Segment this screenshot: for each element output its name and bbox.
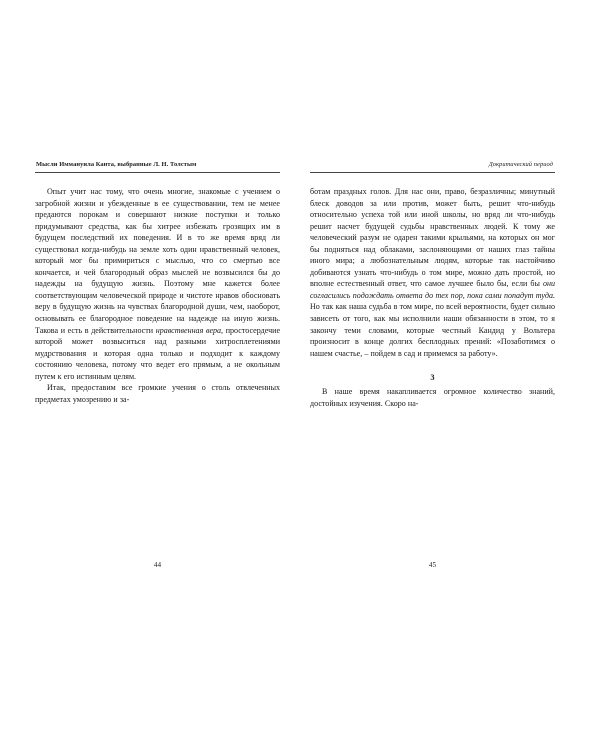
body-text: простосердечие которой может возвыситься над разными хитросплетениями мудрствования и которая одна только и подходит к каждому состоянию человека, потому что ведет его прямым, а не окольным путем к его истинным целям.	[35, 325, 281, 381]
running-head-recto: Докритический период	[488, 161, 553, 168]
paragraph	[310, 186, 555, 359]
header-rule-verso	[35, 172, 280, 173]
paragraph	[35, 186, 280, 382]
page-verso	[35, 160, 280, 590]
paragraph	[35, 382, 280, 405]
folio-recto: 45	[428, 561, 437, 569]
textblock-verso	[35, 186, 280, 405]
section-number: 3	[430, 373, 435, 383]
body-text: Но так как наша судьба в том мире, по всей вероятности, будет сильно зависеть от того, как мы исполнили наши обязанности в этом, то я закончу теми словами, которые честный Кандид у Вольтера произносит в конце долгих бесплодных прений: «Позаботимся о нашем счастье, – пойдем в сад и примемся за работу».	[310, 302, 555, 358]
textblock-recto	[310, 186, 555, 409]
emphasis-text: они согласились подождать ответа до тех пор, пока сами попадут туда.	[310, 279, 555, 300]
header-rule-recto	[310, 172, 555, 173]
page-recto	[310, 160, 555, 590]
folio-verso: 44	[153, 561, 162, 569]
running-head-verso: Мысли Иммануила Канта, выбранные Л. Н. Толстым	[36, 161, 197, 168]
body-text: Опыт учит нас тому, что очень многие, знакомые с учением о загробной жизни и убежденные в ее существовании, тем не менее предаются порокам и совершают низкие поступки и только придумывают средства, как бы хитрее избежать грозящих им в будущем последствий их поведения. И в то же время вряд ли существовал когда-нибудь на земле хоть один нравственный человек, который мог бы примириться с мыслью, что со смертью все кончается, и чей благородный образ мыслей не возвысился бы до надежды на будущую жизнь. Поэтому мне кажется более соответствующим человеческой природе и чистоте нравов обосновать веру в будущую жизнь на чувствах благородной души, чем, наоборот, основывать ее благородное поведение на надежде на иную жизнь. Такова и есть в действительности	[35, 187, 280, 335]
body-text: ботам праздных голов. Для нас они, право, безразличны; минутный блеск доводов за или против, может быть, решит что-нибудь относительно успеха той или иной школы, но вряд ли что-нибудь решит насчет будущей судьбы нравственных людей. К тому же человеческий разум не одарен такими крыльями, на которых он мог бы подняться над облаками, заслоняющими от наших глаз тайны иного мира; а любознательным людям, которые так настойчиво добиваются узнать что-нибудь о том мире, можно дать простой, но вполне естественный ответ, что самое лучшее было бы, если бы	[310, 187, 555, 289]
paragraph	[310, 386, 555, 409]
body-text: В наше время накапливается огромное количество знаний, достойных изучения. Скоро на-	[310, 387, 555, 408]
body-text: Итак, предоставим все громкие учения о столь отвлеченных предметах умозрению и за-	[35, 383, 280, 404]
emphasis-text: нравственная вера,	[155, 325, 224, 335]
